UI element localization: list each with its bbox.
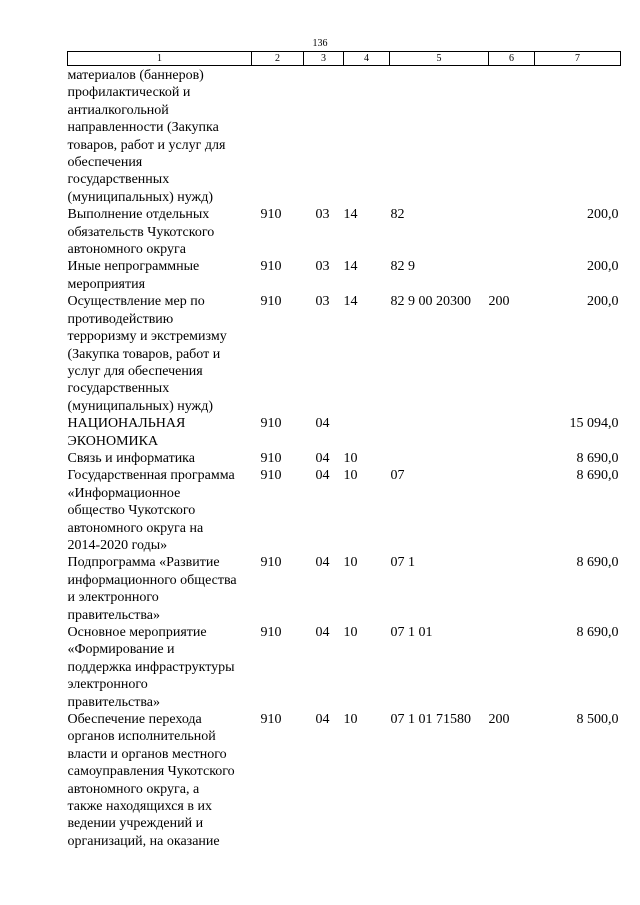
row-ministry-code: 910	[260, 712, 282, 728]
header-cell: 4	[344, 52, 390, 66]
row-amount: 8 500,0	[576, 712, 619, 728]
row-expense-type	[489, 467, 535, 554]
row-name: Осуществление мер по противодействию терроризму и экстремизму (Закупка товаров, работ и услуг для обеспечения государственных (муниципальных) нужд)	[67, 294, 227, 414]
header-row	[68, 52, 621, 66]
row-ministry-code: 910	[260, 294, 282, 310]
row-expense-type: 200	[488, 294, 510, 310]
row-subsection: 14	[343, 207, 358, 223]
row-target-article: 07 1	[390, 555, 415, 571]
row-subsection: 10	[343, 712, 358, 728]
row-ministry-code: 910	[260, 468, 282, 484]
row-ministry-code: 910	[260, 259, 282, 275]
row-target-article	[390, 66, 489, 207]
row-target-article: 82	[390, 207, 405, 223]
row-target-article: 82 9	[390, 259, 415, 275]
budget-table	[67, 51, 621, 850]
row-amount: 200,0	[587, 259, 619, 275]
row-amount: 15 094,0	[569, 416, 619, 432]
row-section: 04	[315, 416, 330, 432]
row-section: 03	[315, 259, 330, 275]
header-cell: 1	[68, 52, 252, 66]
header-cell: 7	[535, 52, 621, 66]
row-section: 03	[315, 207, 330, 223]
row-ministry-code: 910	[260, 625, 282, 640]
row-target-article: 82 9 00 20300	[390, 294, 471, 310]
row-name: Подпрограмма «Развитие информационного общества и электронного правительства»	[67, 555, 237, 623]
table-row	[68, 293, 621, 415]
row-expense-type	[489, 450, 535, 467]
row-amount: 8 690,0	[576, 468, 619, 484]
row-section: 04	[315, 450, 330, 466]
table-row	[68, 206, 621, 258]
table-row	[68, 554, 621, 624]
row-name: Основное мероприятие «Формирование и поддержка инфраструктуры электронного правительства»	[67, 625, 235, 710]
row-subsection	[344, 66, 390, 207]
row-target-article: 07	[390, 468, 405, 484]
row-ministry-code: 910	[260, 450, 282, 466]
row-amount: 8 690,0	[576, 450, 619, 466]
row-ministry-code: 910	[260, 416, 282, 432]
row-section: 04	[315, 468, 330, 484]
row-name: Государственная программа «Информационное общество Чукотского автономного округа на 2014-2020 годы»	[67, 468, 235, 553]
table-row	[68, 450, 621, 467]
row-subsection: 14	[343, 259, 358, 275]
table-row	[68, 66, 621, 207]
row-amount: 200,0	[587, 294, 619, 310]
table-row	[68, 258, 621, 293]
row-name: Иные непрограммные мероприятия	[67, 259, 200, 292]
row-subsection: 10	[343, 625, 358, 640]
row-target-article: 07 1 01	[390, 625, 433, 640]
row-section: 03	[315, 294, 330, 310]
table-body	[68, 66, 621, 851]
row-section: 04	[315, 625, 330, 640]
row-target-article	[390, 415, 489, 450]
row-expense-type	[489, 66, 535, 207]
header-cell: 3	[304, 52, 344, 66]
row-target-article: 07 1 01 71580	[390, 712, 471, 728]
row-subsection: 10	[343, 555, 358, 571]
row-expense-type: 200	[488, 712, 510, 728]
row-amount	[535, 66, 621, 207]
row-subsection: 14	[343, 294, 358, 310]
row-section	[304, 66, 344, 207]
row-amount: 8 690,0	[576, 555, 619, 571]
row-ministry-code	[252, 66, 304, 207]
row-expense-type	[489, 258, 535, 293]
row-name: материалов (баннеров) профилактической и антиалкогольной направленности (Закупка товаров, работ и услуг для обеспечения государственных (муниципальных) нужд)	[67, 68, 226, 205]
table-row	[68, 467, 621, 554]
row-subsection	[344, 415, 390, 450]
row-ministry-code: 910	[260, 207, 282, 223]
row-subsection: 10	[343, 450, 358, 466]
table-row	[68, 415, 621, 450]
row-expense-type	[489, 206, 535, 258]
row-expense-type	[489, 554, 535, 624]
row-ministry-code: 910	[260, 555, 282, 571]
row-expense-type	[489, 624, 535, 711]
row-name: Связь и информатика	[67, 450, 195, 466]
row-section: 04	[315, 712, 330, 728]
row-amount: 200,0	[587, 207, 619, 223]
row-name: Выполнение отдельных обязательств Чукотского автономного округа	[67, 207, 215, 258]
header-cell: 6	[489, 52, 535, 66]
table-row	[68, 711, 621, 850]
row-expense-type	[489, 415, 535, 450]
header-cell: 2	[252, 52, 304, 66]
row-subsection: 10	[343, 468, 358, 484]
row-amount: 8 690,0	[576, 625, 619, 640]
row-name: НАЦИОНАЛЬНАЯ ЭКОНОМИКА	[67, 416, 186, 449]
header-cell: 5	[390, 52, 489, 66]
table-row	[68, 624, 621, 711]
row-name: Обеспечение перехода органов исполнительной власти и органов местного самоуправления Чукотского автономного округа, а также находящихся в их ведении учреждений и организаций, на оказание	[67, 712, 235, 849]
row-section: 04	[315, 555, 330, 571]
row-target-article	[390, 450, 489, 467]
page-number: 136	[312, 38, 328, 49]
